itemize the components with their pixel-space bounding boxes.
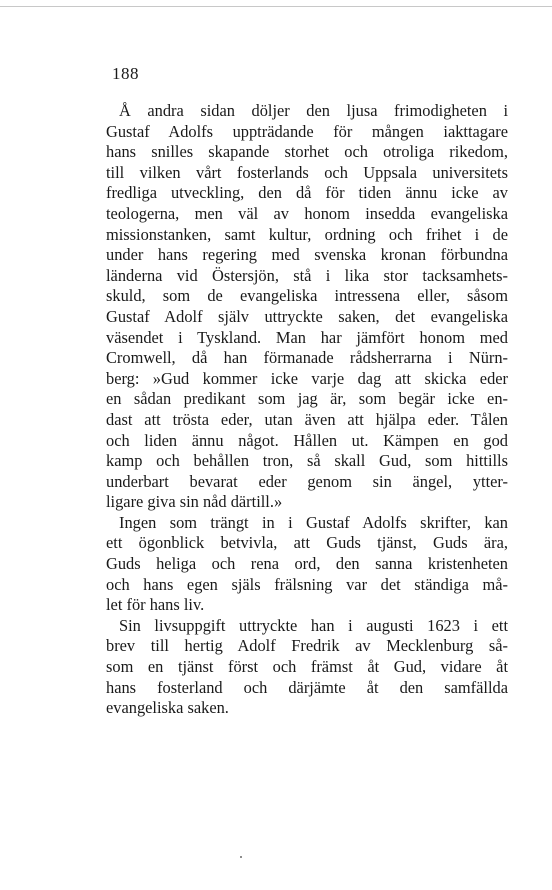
text-line: Cromwell, då han förmanade rådsherrarna i Nürn- — [106, 348, 508, 368]
text-line: brev till hertig Adolf Fredrik av Mecklenburg så- — [106, 636, 508, 656]
text-line: ett ögonblick betvivla, att Guds tjänst, Guds ära, — [106, 533, 508, 553]
paper-speck — [240, 856, 242, 858]
text-line: länderna vid Östersjön, stå i lika stor tacksamhets- — [106, 265, 508, 285]
text-line: underbart bevarat eder genom sin ängel, ytter- — [106, 471, 508, 491]
text-line: dast att trösta eder, utan även att hjälpa eder. Tålen — [106, 409, 508, 429]
text-line: Ingen som trängt in i Gustaf Adolfs skrifter, kan — [119, 512, 508, 532]
text-line: Gustaf Adolfs uppträdande för mången iakttagare — [106, 121, 508, 141]
text-line: under hans regering med svenska kronan förbundna — [106, 245, 508, 265]
text-line: teologerna, men väl av honom insedda evangeliska — [106, 203, 508, 223]
text-line: berg: »Gud kommer icke varje dag att skicka eder — [106, 368, 508, 388]
text-line: till vilken vårt fosterlands och Uppsala universitets — [106, 162, 508, 182]
text-line: let för hans liv. — [106, 595, 205, 615]
text-line: och liden ännu något. Hållen ut. Kämpen en god — [106, 430, 508, 450]
text-line: fredliga utveckling, den då för tiden ännu icke av — [106, 183, 508, 203]
text-line: Gustaf Adolf själv uttryckte saken, det evangeliska — [106, 306, 508, 326]
text-line: hans fosterland och därjämte åt den samfällda — [106, 677, 508, 697]
top-edge-line — [0, 6, 552, 7]
text-line: väsendet i Tyskland. Man har jämfört honom med — [106, 327, 508, 347]
body-text — [106, 101, 508, 719]
text-line: Å andra sidan döljer den ljusa frimodigheten i — [119, 101, 508, 120]
text-line: en sådan predikant som jag är, som begär icke en- — [106, 389, 508, 409]
text-line: Sin livsuppgift uttryckte han i augusti 1623 i ett — [119, 615, 508, 635]
text-line: hans snilles skapande storhet och otroliga rikedom, — [106, 142, 508, 162]
text-line: skuld, som de evangeliska intressena eller, såsom — [106, 286, 508, 306]
text-line: kamp och behållen tron, så skall Gud, som hittills — [106, 451, 508, 471]
text-line: evangeliska saken. — [106, 698, 229, 718]
page-number: 188 — [112, 64, 139, 83]
text-line: ligare giva sin nåd därtill.» — [106, 492, 283, 512]
text-line: och hans egen själs frälsning var det ständiga må- — [106, 574, 508, 594]
text-line: som en tjänst först och främst åt Gud, vidare åt — [106, 657, 508, 677]
text-line: Guds heliga och rena ord, den sanna kristenheten — [106, 554, 508, 574]
text-line: missionstanken, samt kultur, ordning och frihet i de — [106, 224, 508, 244]
